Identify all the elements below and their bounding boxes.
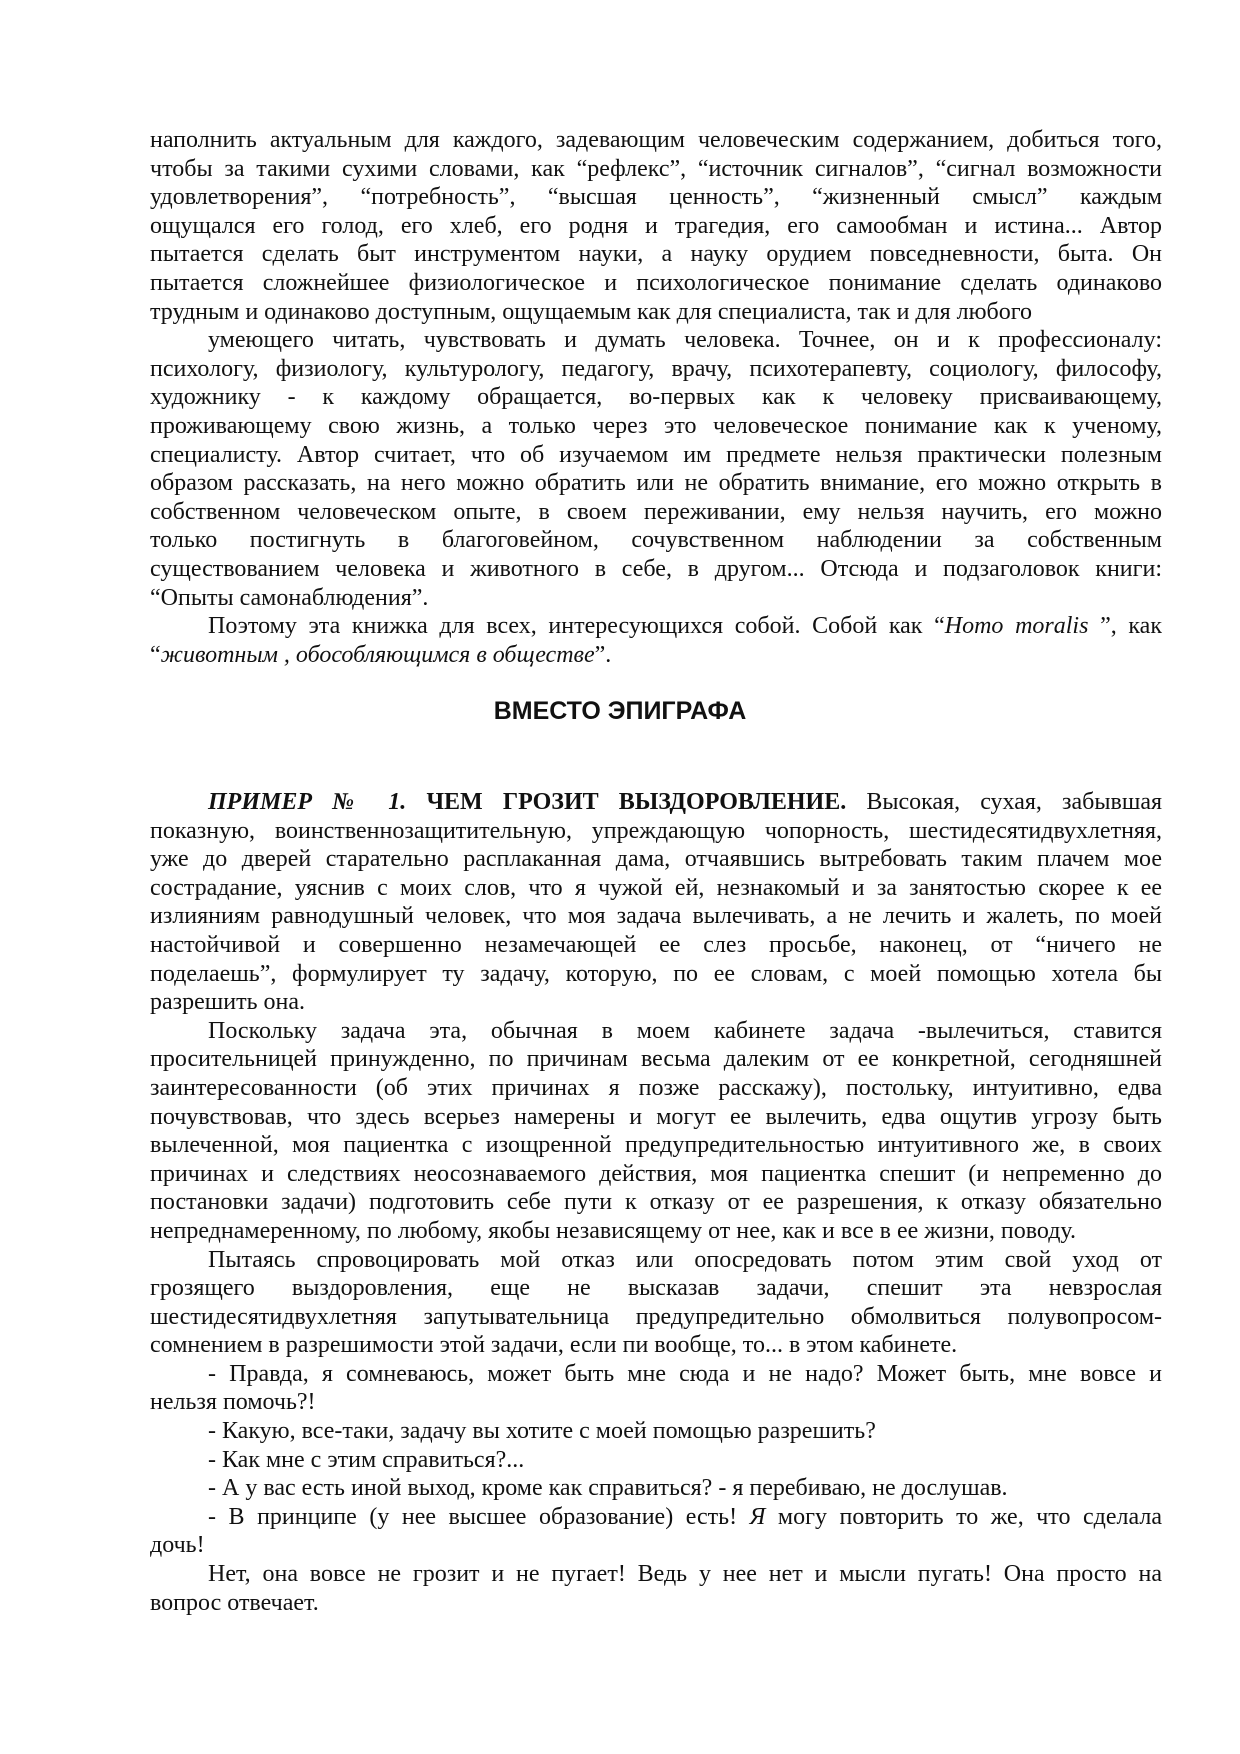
text-segment	[406, 789, 426, 815]
text-line: образом рассказать, на него можно обратить или не обратить внимание, его можно открыть в	[150, 470, 1162, 497]
text-segment: “	[150, 641, 161, 668]
text-line: пытается сложнейшее физиологическое и психологическое понимание сделать одинаково	[150, 269, 1162, 296]
text-line: вылеченной, моя пациентка с изощренной предупредительностью интуитивного же, в своих	[150, 1132, 1162, 1159]
text-line: наполнить актуальным для каждого, задевающим человеческим содержанием, добиться того,	[150, 127, 1162, 153]
text-line: поделаешь”, формулирует ту задачу, которую, по ее словам, с моей помощью хотела бы	[150, 960, 1162, 987]
text-line	[150, 612, 1162, 641]
text-line: - А у вас есть иной выход, кроме как справиться? - я перебиваю, не дослушав.	[208, 1475, 1008, 1502]
text-segment: Высокая, сухая, забывшая	[846, 789, 1162, 815]
text-line: трудным и одинаково доступным, ощущаемым как для специалиста, так и для любого	[150, 298, 1032, 325]
text-line: показную, воинственнозащитительную, упреждающую чопорность, шестидесятидвухлетняя,	[150, 817, 1162, 844]
text-line: почувствовав, что здесь всерьез намерены и могут ее вылечить, едва ощутив угрозу быть	[150, 1103, 1162, 1130]
emphasized-text: Homo moralis	[944, 613, 1089, 640]
text-segment: ”, как	[1088, 613, 1162, 640]
text-line: сомнением в разрешимости этой задачи, если пи вообще, то... в этом кабинете.	[150, 1332, 958, 1359]
text-line: излияниям равнодушный человек, что моя задача вылечивать, а не лечить и жалеть, по моей	[150, 903, 1162, 930]
text-line: шестидесятидвухлетняя запутывательница предупредительно обмолвиться полувопросом-	[150, 1303, 1162, 1330]
text-line: разрешить она.	[150, 989, 306, 1016]
text-line: грозящего выздоровления, еще не высказав задачи, спешит эта невзрослая	[150, 1275, 1162, 1302]
text-line: Нет, она вовсе не грозит и не пугает! Ведь у нее нет и мысли пугать! Она просто на	[208, 1561, 1162, 1588]
emphasized-text: ПРИМЕР № 1.	[208, 789, 407, 815]
section-heading: ВМЕСТО ЭПИГРАФА	[493, 697, 747, 725]
text-line	[150, 788, 1162, 817]
emphasized-text: Я	[749, 1503, 766, 1530]
emphasized-text: ЧЕМ ГРОЗИТ ВЫЗДОРОВЛЕНИЕ.	[426, 789, 847, 815]
text-line: только постигнуть в благоговейном, сочувственном наблюдении за собственным	[150, 527, 1162, 554]
text-line: настойчивой и совершенно незамечающей ее слез просьбе, наконец, от “ничего не	[150, 931, 1162, 958]
text-line: специалисту. Автор считает, что об изучаемом им предмете нельзя практически полезным	[150, 441, 1162, 468]
text-line: вопрос отвечает.	[150, 1589, 319, 1616]
text-line: заинтересованности (об этих причинах я позже расскажу), постольку, интуитивно, едва	[150, 1074, 1162, 1101]
text-line: чтобы за такими сухими словами, как “рефлекс”, “источник сигналов”, “сигнал возможности	[150, 155, 1162, 182]
text-segment: ”.	[594, 641, 612, 668]
text-segment: - В принципе (у нее высшее образование) есть!	[208, 1503, 750, 1530]
text-line: - Правда, я сомневаюсь, может быть мне сюда и не надо? Может быть, мне вовсе и	[208, 1360, 1162, 1387]
text-line	[150, 641, 1162, 670]
text-line: пытается сделать быт инструментом науки, а науку орудием повседневности, быта. Он	[150, 241, 1162, 268]
text-segment: могу повторить то же, что сделала	[765, 1503, 1162, 1530]
text-line: - Какую, все-таки, задачу вы хотите с моей помощью разрешить?	[208, 1418, 876, 1445]
text-line	[150, 1503, 1162, 1532]
text-line: сострадание, уяснив с моих слов, что я чужой ей, незнакомый и за занятостью скорее к ее	[150, 874, 1162, 901]
text-line: непреднамеренному, по любому, якобы независящему от нее, как и все в ее жизни, поводу.	[150, 1217, 1077, 1244]
text-line: существованием человека и животного в себе, в другом... Отсюда и подзаголовок книги:	[150, 555, 1162, 582]
text-line: художнику - к каждому обращается, во-первых как к человеку присваивающему,	[150, 384, 1162, 411]
document-text-part-2	[150, 788, 1162, 1617]
text-line: психологу, физиологу, культурологу, педагогу, врачу, психотерапевту, социологу, философу,	[150, 355, 1162, 382]
text-segment: Поэтому эта книжка для всех, интересующихся собой. Собой как “	[208, 613, 945, 640]
text-line: Поскольку задача эта, обычная в моем кабинете задача -вылечиться, ставится	[208, 1017, 1162, 1044]
text-line: Пытаясь спровоцировать мой отказ или опосредовать потом этим свой уход от	[208, 1246, 1162, 1273]
text-line: причинах и следствиях неосознаваемого действия, моя пациентка спешит (и непременно до	[150, 1160, 1162, 1187]
text-line: дочь!	[150, 1532, 205, 1559]
text-line: постановки задачи) подготовить себе пути к отказу от ее разрешения, к отказу обязательно	[150, 1189, 1162, 1216]
text-line: уже до дверей старательно расплаканная дама, отчаявшись вытребовать таким плачем мое	[150, 846, 1162, 873]
text-line: нельзя помочь?!	[150, 1389, 316, 1416]
document-text-part-1	[150, 126, 1162, 669]
text-line: собственном человеческом опыте, в своем переживании, ему нельзя научить, его можно	[150, 498, 1162, 525]
text-line: ощущался его голод, его хлеб, его родня и трагедия, его самообман и истина... Автор	[150, 212, 1162, 239]
emphasized-text: животным , обособляющимся в обществе	[160, 641, 595, 668]
text-line: удовлетворения”, “потребность”, “высшая ценность”, “жизненный смысл” каждым	[150, 184, 1162, 211]
text-line: умеющего читать, чувствовать и думать человека. Точнее, он и к профессионалу:	[208, 327, 1162, 354]
text-line: “Опыты самонаблюдения”.	[150, 584, 429, 611]
text-line: - Как мне с этим справиться?...	[208, 1446, 525, 1473]
text-line: проживающему свою жизнь, а только через это человеческое понимание как к ученому,	[150, 412, 1162, 439]
text-line: просительницей принужденно, по причинам весьма далеким от ее конкретной, сегодняшней	[150, 1046, 1162, 1073]
